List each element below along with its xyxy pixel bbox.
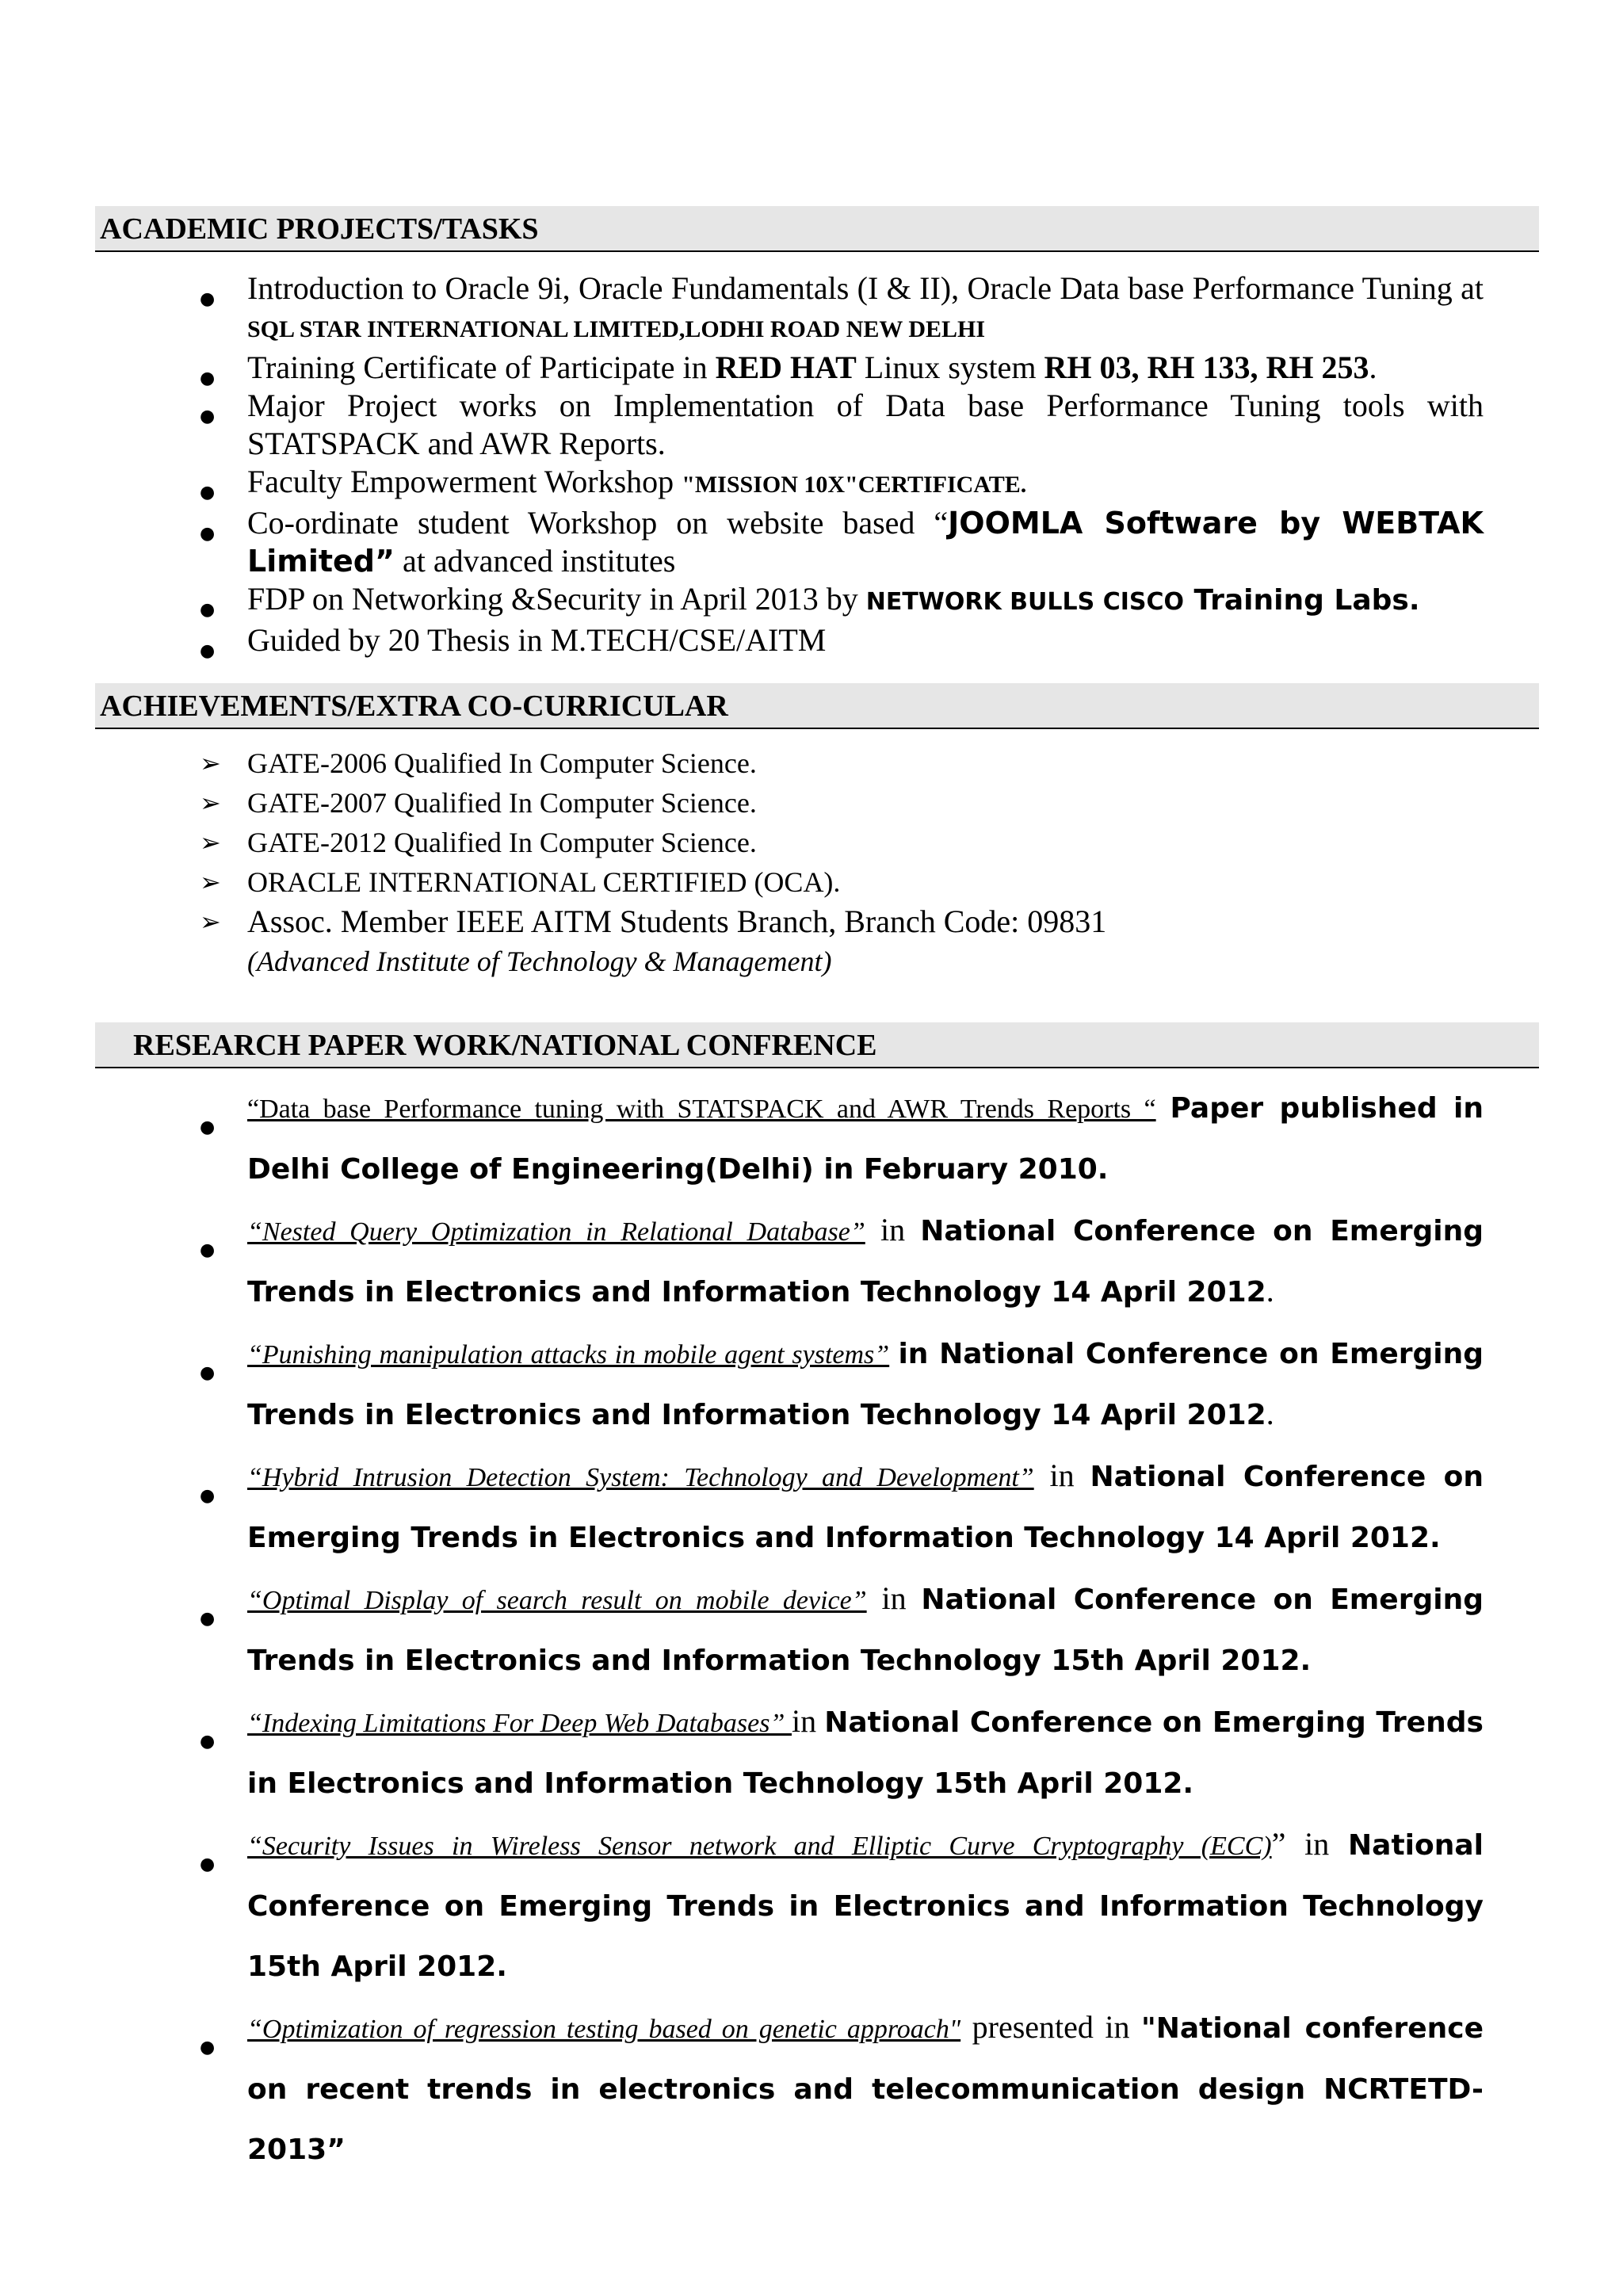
- paper-title: “Optimization of regression testing based on genetic approach": [247, 2015, 961, 2044]
- list-item: ● Guided by 20 Thesis in M.TECH/CSE/AITM: [0, 621, 1623, 659]
- achievements-section-heading: ACHIEVEMENTS/EXTRA CO-CURRICULAR: [95, 683, 1539, 729]
- research-section-heading: RESEARCH PAPER WORK/NATIONAL CONFRENCE: [95, 1022, 1539, 1068]
- bullet-icon: ●: [200, 1855, 216, 1874]
- list-item: ➢ GATE-2006 Qualified In Computer Science.: [0, 743, 1623, 783]
- achievements-list: [0, 743, 1623, 981]
- bullet-icon: ●: [200, 524, 216, 544]
- arrow-bullet-icon: ➢: [200, 788, 221, 818]
- list-item: ● “Optimal Display of search result on mobile device” in National Conference on Emerging Trends in Electronics and Information Technology 15th April 2012.: [200, 1580, 1484, 1677]
- bullet-icon: ●: [200, 483, 216, 502]
- arrow-bullet-icon: ➢: [200, 907, 221, 937]
- list-item: ● Introduction to Oracle 9i, Oracle Fundamentals (I & II), Oracle Data base Performance Tuning at SQL STAR INTERNATIONAL LIMITED,LODHI ROAD NEW DELHI: [200, 270, 1484, 342]
- paper-title: “Optimal Display of search result on mobile device”: [247, 1586, 867, 1615]
- list-item: ➢ Assoc. Member IEEE AITM Students Branch, Branch Code: 09831: [0, 902, 1623, 942]
- bullet-icon: ●: [200, 1363, 216, 1383]
- bullet-icon: ●: [200, 369, 216, 388]
- bullet-icon: ●: [200, 1486, 216, 1506]
- bullet-icon: ●: [200, 1609, 216, 1629]
- list-item: ● FDP on Networking &Security in April 2013 by NETWORK BULLS CISCO Training Labs.: [0, 580, 1623, 621]
- paper-title: “Indexing Limitations For Deep Web Databases”: [247, 1709, 792, 1738]
- list-item-note: (Advanced Institute of Technology & Management): [247, 946, 832, 977]
- academic-section-heading: ACADEMIC PROJECTS/TASKS: [95, 206, 1539, 252]
- list-item: ● Faculty Empowerment Workshop "MISSION 10X"CERTIFICATE.: [0, 463, 1623, 504]
- list-item: ● Major Project works on Implementation of Data base Performance Tuning tools with STATSPACK and AWR Reports.: [200, 388, 1484, 461]
- list-item: ● “Data base Performance tuning with STATSPACK and AWR Trends Reports “ Paper published in Delhi College of Engineering(Delhi) in February 2010.: [200, 1092, 1484, 1186]
- list-item: ➢ GATE-2012 Qualified In Computer Science.: [0, 823, 1623, 862]
- bullet-icon: ●: [200, 289, 216, 309]
- list-item: ● Training Certificate of Participate in RED HAT Linux system RH 03, RH 133, RH 253.: [0, 349, 1623, 387]
- research-list: [0, 1078, 1623, 2181]
- paper-title: “Nested Query Optimization in Relational Database”: [247, 1217, 865, 1247]
- paper-title: “Data base Performance tuning with STATSPACK and AWR Trends Reports “: [247, 1095, 1156, 1124]
- list-item: ● “Security Issues in Wireless Sensor network and Elliptic Curve Cryptography (ECC)” in National Conference on Emerging Trends in Electronics and Information Technology 15th April 2012.: [200, 1826, 1484, 1983]
- bullet-icon: ●: [200, 600, 216, 620]
- list-item: ➢ GATE-2007 Qualified In Computer Science.: [0, 783, 1623, 823]
- list-item: ● “Nested Query Optimization in Relational Database” in National Conference on Emerging Trends in Electronics and Information Technology 14 April 2012.: [200, 1212, 1484, 1308]
- bullet-icon: ●: [200, 1117, 216, 1137]
- list-item: ● “Punishing manipulation attacks in mobile agent systems” in National Conference on Emerging Trends in Electronics and Information Technology 14 April 2012.: [200, 1338, 1484, 1431]
- bullet-icon: ●: [200, 1240, 216, 1260]
- arrow-bullet-icon: ➢: [200, 827, 221, 858]
- list-item: ● “Optimization of regression testing based on genetic approach" presented in "National conference on recent trends in electronics and telecommunication design NCRTETD-2013”: [200, 2009, 1484, 2166]
- paper-title: “Security Issues in Wireless Sensor network and Elliptic Curve Cryptography (ECC): [247, 1832, 1272, 1861]
- bullet-icon: ●: [200, 407, 216, 426]
- arrow-bullet-icon: ➢: [200, 748, 221, 778]
- list-item: ● Co-ordinate student Workshop on website based “JOOMLA Software by WEBTAK Limited” at advanced institutes: [200, 505, 1484, 579]
- arrow-bullet-icon: ➢: [200, 867, 221, 897]
- paper-title: “Punishing manipulation attacks in mobile agent systems”: [247, 1340, 890, 1370]
- bullet-icon: ●: [200, 2038, 216, 2057]
- bullet-icon: ●: [200, 1732, 216, 1752]
- list-item: ● “Indexing Limitations For Deep Web Databases” in National Conference on Emerging Trends in Electronics and Information Technology 15th April 2012.: [200, 1703, 1484, 1800]
- list-item: ➢ ORACLE INTERNATIONAL CERTIFIED (OCA).: [0, 862, 1623, 902]
- academic-list: [0, 269, 1623, 659]
- paper-title: “Hybrid Intrusion Detection System: Technology and Development”: [247, 1463, 1034, 1492]
- list-item: ● “Hybrid Intrusion Detection System: Technology and Development” in National Conference on Emerging Trends in Electronics and Information Technology 14 April 2012.: [200, 1457, 1484, 1554]
- bullet-icon: ●: [200, 641, 216, 661]
